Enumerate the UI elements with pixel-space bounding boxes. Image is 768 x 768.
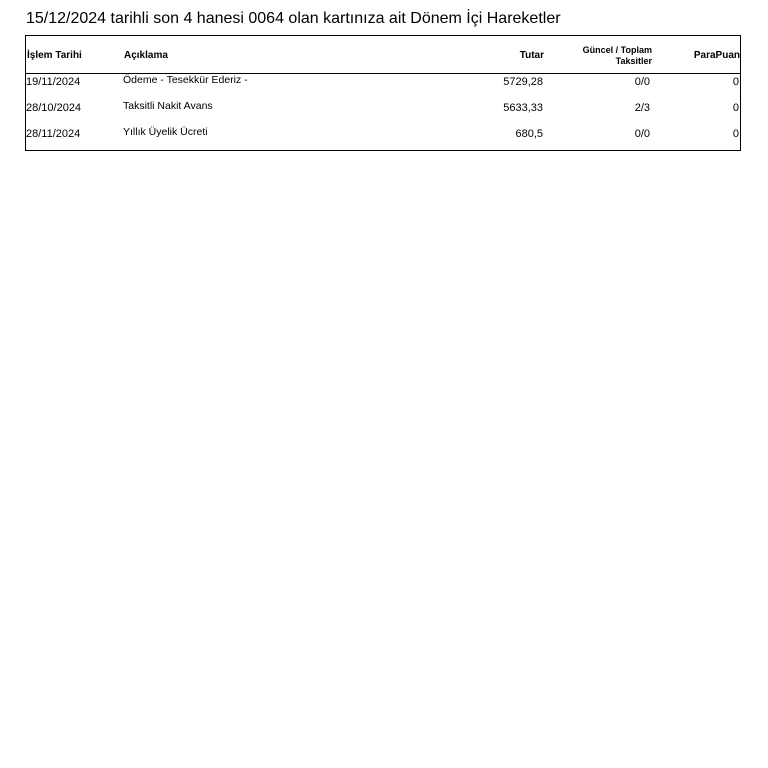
row-parapuan: 0: [732, 128, 739, 140]
column-header-parapuan: ParaPuan: [693, 50, 740, 61]
row-installments: 0/0: [634, 76, 650, 88]
row-description: Yıllık Üyelik Ücreti: [123, 126, 208, 138]
column-header-installments: [583, 45, 652, 67]
row-date: 19/11/2024: [26, 76, 81, 88]
column-header-date: İşlem Tarihi: [27, 50, 82, 61]
column-header-amount: Tutar: [519, 50, 544, 61]
table-row: [26, 101, 740, 127]
table-header: [26, 36, 740, 74]
column-header-description: Açıklama: [124, 50, 168, 61]
row-installments: 2/3: [634, 102, 650, 114]
row-installments: 0/0: [634, 128, 650, 140]
row-date: 28/11/2024: [26, 128, 81, 140]
row-amount: 5633,33: [503, 102, 543, 114]
table-row: [26, 75, 740, 101]
row-amount: 5729,28: [503, 76, 543, 88]
column-header-installments-line1: Güncel / Toplam: [582, 45, 652, 55]
row-description: Ödeme - Tesekkür Ederiz -: [123, 74, 248, 86]
table-row: [26, 127, 740, 153]
row-parapuan: 0: [732, 76, 739, 88]
row-date: 28/10/2024: [26, 102, 82, 114]
row-parapuan: 0: [732, 102, 739, 114]
page-title: 15/12/2024 tarihli son 4 hanesi 0064 olan kartınıza ait Dönem İçi Hareketler: [26, 10, 561, 27]
column-header-installments-line2: Taksitler: [615, 56, 652, 66]
row-amount: 680,5: [515, 128, 543, 140]
transactions-table: [25, 35, 741, 151]
row-description: Taksitli Nakit Avans: [123, 100, 213, 112]
